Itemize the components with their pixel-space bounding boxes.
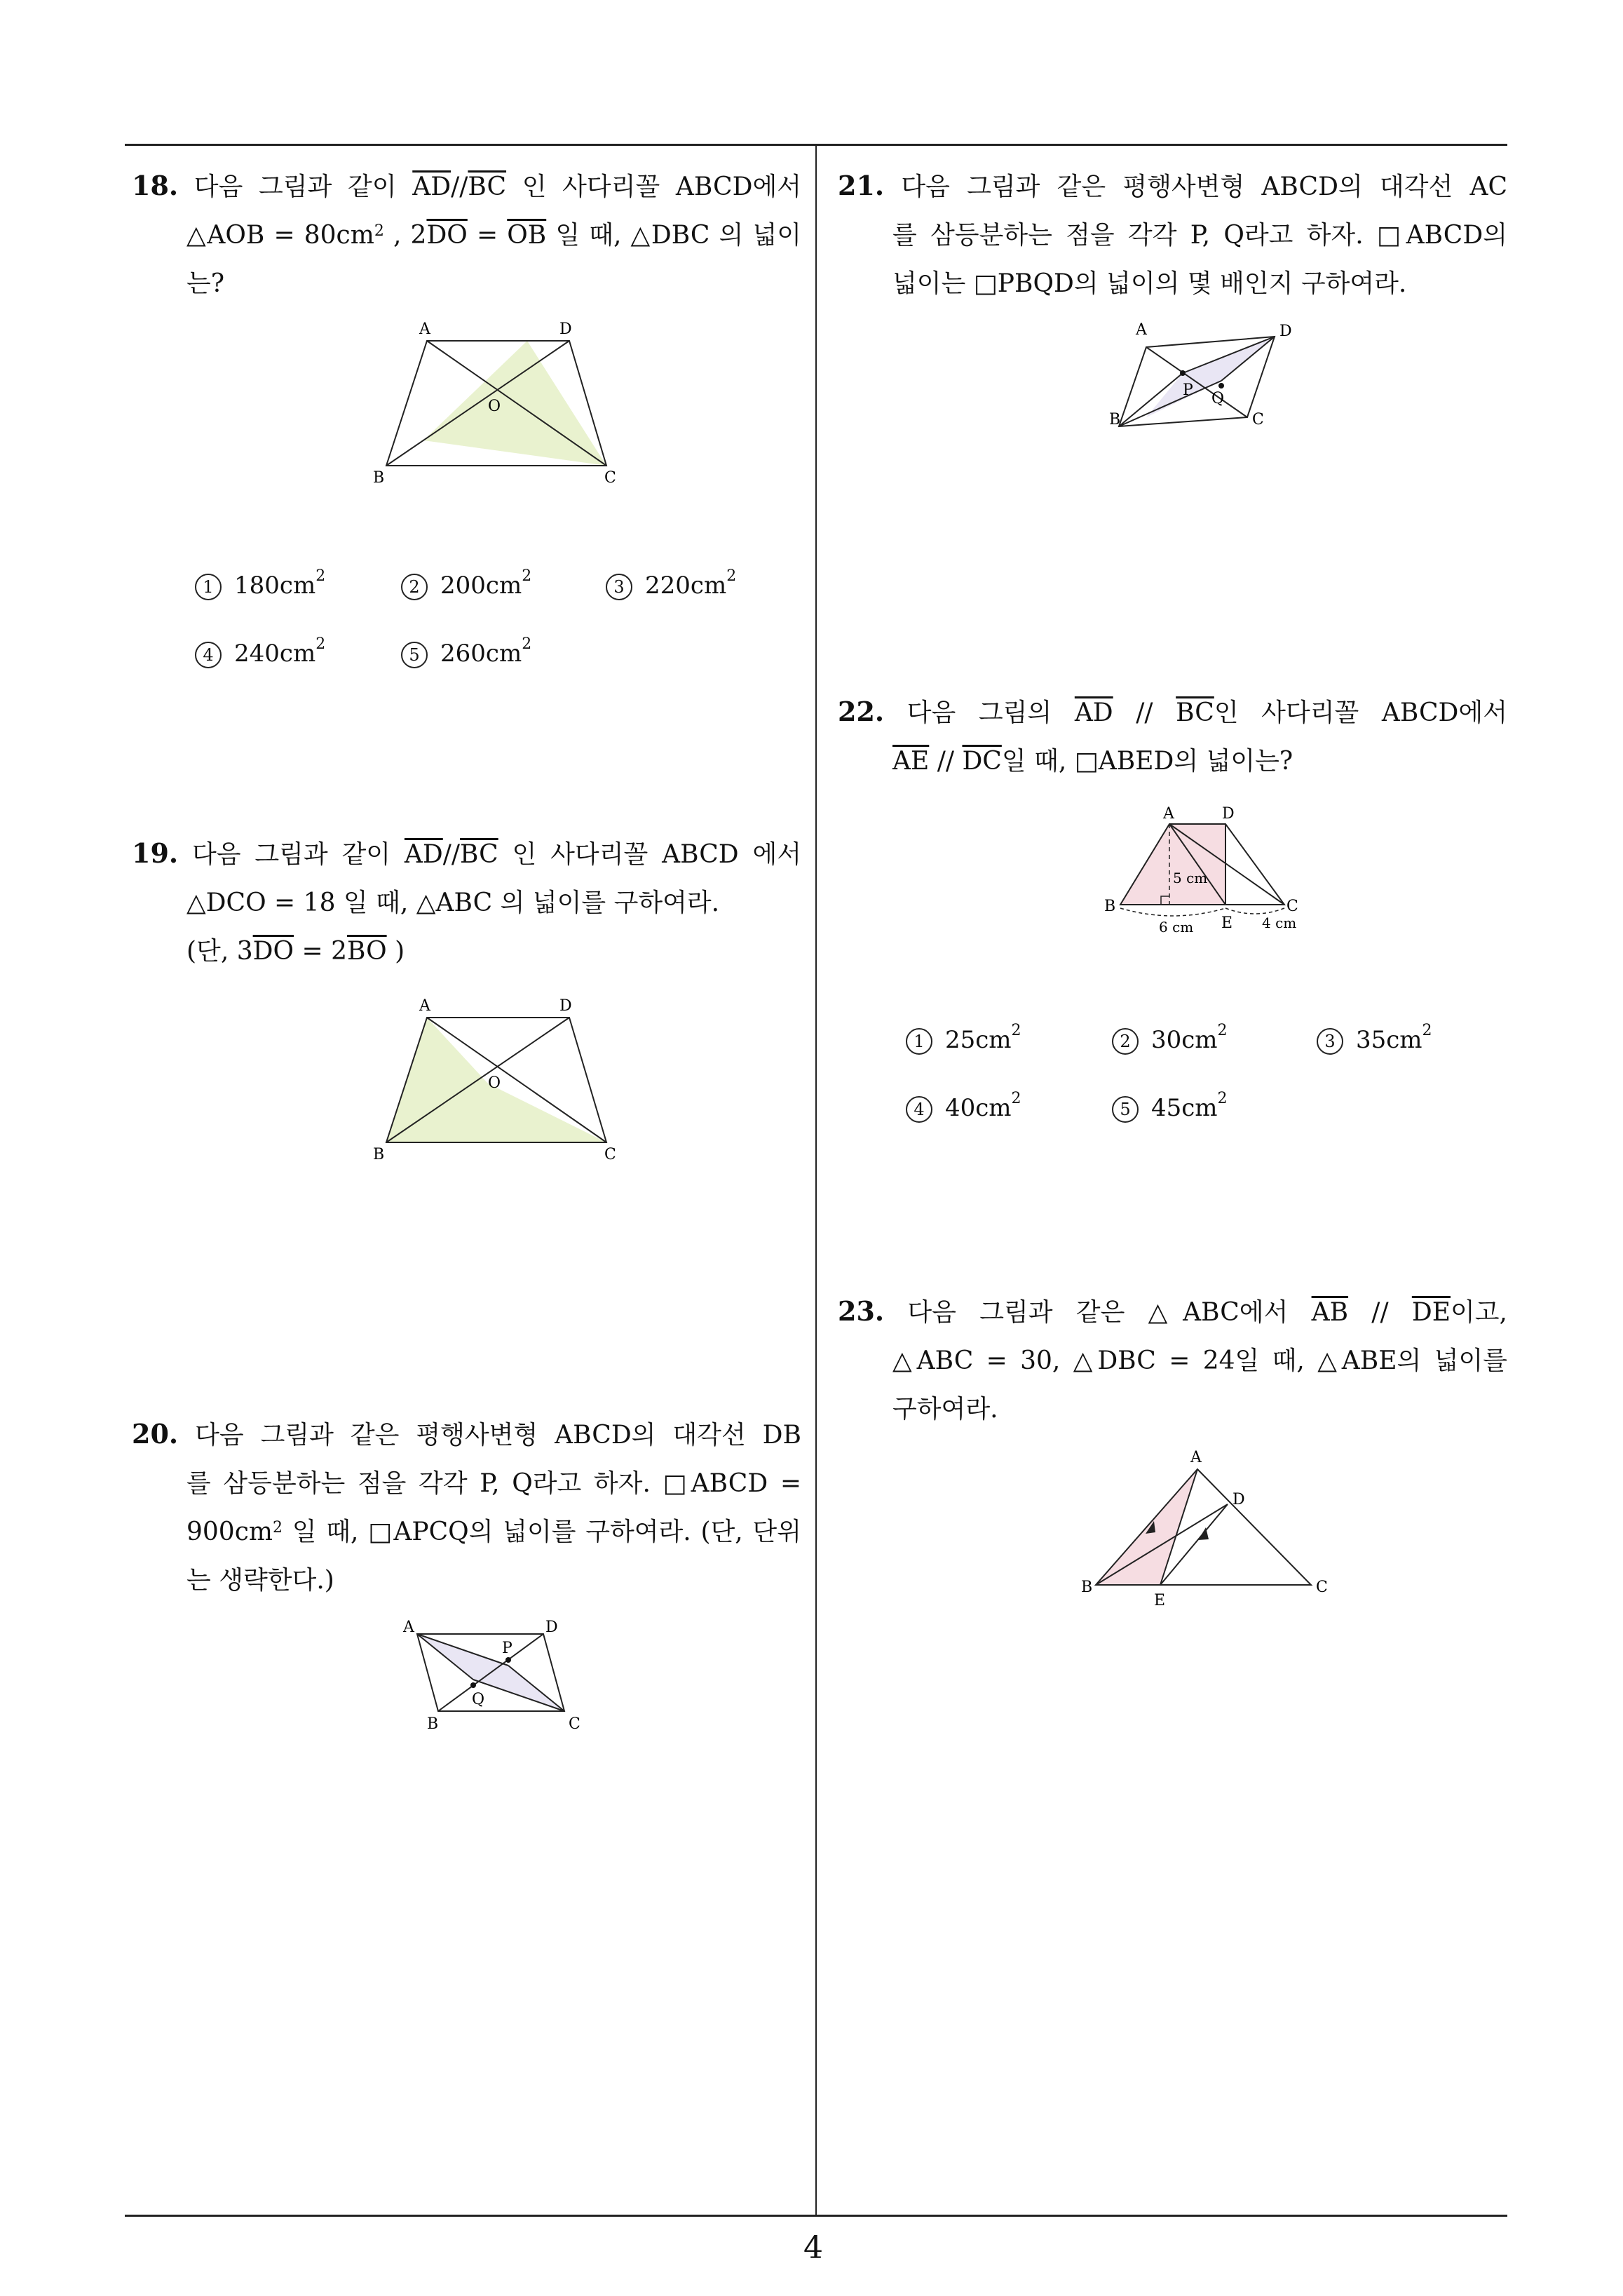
question-21: [838, 161, 1507, 308]
q19-text: ): [386, 937, 405, 966]
label-c: C: [1316, 1579, 1328, 1596]
q23-triangle-figure: [1073, 1441, 1339, 1616]
bottom-rule: [125, 2215, 1507, 2217]
segment-bc: $\overline{BC}$: [460, 840, 498, 869]
q18-trapezoid-figure: [365, 309, 631, 491]
q22-trapezoid-figure: [1097, 796, 1322, 947]
q22-text: 일 때, □ABED의 넓이는?: [1001, 747, 1293, 776]
label-e: E: [1154, 1592, 1166, 1609]
q19-text: 다음 그림과 같이: [191, 840, 405, 869]
segment-do: $\overline{DO}$: [426, 221, 468, 250]
exponent: 2: [1217, 1090, 1228, 1107]
label-a: A: [403, 1619, 414, 1636]
label-a: A: [1163, 805, 1174, 823]
question-20: [132, 1410, 801, 1605]
q22-text: 다음 그림의: [906, 698, 1075, 727]
segment-ob: $\overline{OB}$: [507, 221, 547, 250]
q19-line-2: △DCO = 18 일 때, △ABC 의 넓이를 구하여라.: [186, 889, 720, 917]
question-23: [838, 1287, 1507, 1433]
page-number: 4: [803, 2230, 823, 2266]
q20-line-1: [132, 1410, 801, 1459]
q22-option-5[interactable]: [1112, 1090, 1228, 1123]
q18-line-3: 는?: [186, 269, 225, 298]
option-value: 180cm: [234, 572, 316, 600]
exponent: 2: [315, 635, 326, 653]
label-d: D: [1232, 1491, 1245, 1508]
column-divider: [815, 144, 817, 2217]
exponent: 2: [1422, 1022, 1432, 1039]
segment-de: $\overline{DE}$: [1411, 1298, 1451, 1327]
question-18: [132, 161, 801, 308]
q22-option-3[interactable]: [1317, 1022, 1432, 1055]
question-19: [132, 829, 801, 975]
q18-option-4[interactable]: [195, 635, 326, 668]
option-value: 220cm: [645, 572, 727, 600]
option-marker: 3: [606, 574, 632, 600]
exponent: 2: [522, 635, 532, 653]
q18-text: =: [467, 221, 508, 250]
q22-option-1[interactable]: [906, 1022, 1021, 1055]
label-b: B: [1104, 898, 1116, 915]
q22-text: 인 사다리꼴 ABCD에서: [1214, 698, 1507, 727]
segment-bc: $\overline{BC}$: [1176, 698, 1214, 727]
segment-dc: $\overline{DC}$: [962, 747, 1002, 776]
q20-text: 일 때, □APCQ의 넓이를 구하여라. (단, 단위: [283, 1518, 801, 1546]
option-value: 35cm: [1356, 1026, 1422, 1054]
label-e: E: [1221, 914, 1233, 932]
q23-text: 이고,: [1450, 1298, 1507, 1327]
question-number: 22.: [838, 696, 885, 727]
q20-text: 다음 그림과 같은 평행사변형 ABCD의 대각선 DB: [195, 1421, 801, 1450]
q19-trapezoid-figure: [365, 985, 631, 1168]
q19-text: 인 사다리꼴 ABCD 에서: [498, 840, 802, 869]
label-d: D: [559, 997, 572, 1015]
option-marker: 4: [195, 642, 222, 668]
q18-line-1: [132, 161, 801, 211]
q18-option-5[interactable]: [401, 635, 532, 668]
option-value: 260cm: [440, 640, 522, 668]
option-value: 25cm: [945, 1026, 1012, 1054]
q20-line-4: 는 생략한다.): [186, 1566, 334, 1595]
brace-be: [1120, 908, 1225, 916]
q21-line-2: 를 삼등분하는 점을 각각 P, Q라고 하자. □ABCD의: [892, 221, 1507, 250]
label-o: O: [488, 398, 501, 415]
parallel-symbol: //: [1113, 698, 1176, 727]
label-b: B: [1109, 411, 1121, 428]
label-height: 5 cm: [1173, 870, 1208, 886]
q18-text: 일 때, △DBC 의 넓이: [546, 221, 802, 250]
point-q: [470, 1682, 476, 1688]
exponent: 2: [315, 567, 326, 585]
label-d: D: [1279, 323, 1292, 340]
option-marker: 5: [401, 642, 428, 668]
q18-option-2[interactable]: [401, 567, 532, 600]
label-p: P: [1183, 381, 1193, 399]
option-marker: 5: [1112, 1096, 1139, 1123]
shaded-abed: [1120, 824, 1225, 905]
q19-text: (단, 3: [186, 937, 253, 966]
segment-bo: $\overline{BO}$: [346, 937, 387, 966]
q20-line-3: [132, 1508, 801, 1556]
segment-ad: $\overline{AD}$: [412, 173, 451, 201]
label-c: C: [604, 469, 616, 487]
question-number: 19.: [132, 837, 179, 869]
label-o: O: [488, 1074, 501, 1092]
q20-line-2: 를 삼등분하는 점을 각각 P, Q라고 하자. □ABCD =: [186, 1469, 801, 1498]
option-value: 30cm: [1151, 1026, 1218, 1054]
label-c: C: [1286, 898, 1298, 915]
question-number: 18.: [132, 170, 179, 201]
label-d: D: [559, 320, 572, 338]
q22-option-4[interactable]: [906, 1090, 1021, 1123]
q20-parallelogram-figure: [396, 1616, 606, 1743]
q21-line-1: [838, 161, 1507, 211]
segment-bc: $\overline{BC}$: [468, 173, 507, 201]
label-a: A: [1190, 1449, 1202, 1466]
option-value: 200cm: [440, 572, 522, 600]
segment-ab: $\overline{AB}$: [1311, 1298, 1349, 1327]
question-number: 21.: [838, 170, 885, 201]
label-b: B: [373, 1146, 385, 1163]
point-p: [1180, 370, 1186, 376]
option-value: 45cm: [1151, 1094, 1218, 1122]
q22-option-2[interactable]: [1112, 1022, 1228, 1055]
exponent: 2: [522, 567, 532, 585]
label-a: A: [419, 997, 430, 1015]
q23-line-2: △ABC = 30, △DBC = 24일 때, △ABE의 넓이를: [892, 1346, 1507, 1375]
option-marker: 4: [906, 1096, 932, 1123]
question-22: [838, 687, 1507, 785]
label-p: P: [502, 1640, 512, 1657]
q21-line-3: 넓이는 □PBQD의 넓이의 몇 배인지 구하여라.: [892, 269, 1407, 298]
q18-text: 다음 그림과 같이: [193, 173, 413, 201]
brace-ec: [1225, 908, 1284, 914]
exponent: 2: [1011, 1022, 1021, 1039]
q18-option-3[interactable]: [606, 567, 737, 600]
point-p: [505, 1657, 511, 1663]
q18-line-2: [132, 211, 801, 259]
option-marker: 1: [906, 1028, 932, 1055]
question-number: 23.: [838, 1295, 885, 1327]
question-number: 20.: [132, 1418, 179, 1450]
q23-line-1: [838, 1287, 1507, 1337]
q18-text: 인 사다리꼴 ABCD에서: [506, 173, 802, 201]
label-b: B: [1081, 1579, 1093, 1596]
q21-parallelogram-figure: [1104, 312, 1315, 438]
label-be: 6 cm: [1159, 919, 1194, 936]
option-marker: 3: [1317, 1028, 1343, 1055]
q22-line-2: [838, 737, 1507, 785]
q18-option-1[interactable]: [195, 567, 326, 600]
exponent: 2: [726, 567, 737, 585]
option-value: 240cm: [234, 640, 316, 668]
label-q: Q: [1211, 390, 1225, 407]
q18-text: , 2: [383, 221, 427, 250]
exponent: 2: [1011, 1090, 1021, 1107]
label-b: B: [427, 1715, 439, 1733]
label-d: D: [545, 1619, 558, 1636]
label-a: A: [1136, 321, 1147, 339]
label-c: C: [569, 1715, 580, 1733]
q19-text: = 2: [294, 937, 347, 966]
diagonal-db: [438, 1634, 543, 1711]
parallel-symbol: //: [1348, 1298, 1412, 1327]
label-d: D: [1222, 805, 1235, 823]
segment-ad: $\overline{AD}$: [1074, 698, 1113, 727]
q22-line-1: [838, 687, 1507, 737]
q18-text: △AOB = 80cm: [186, 221, 374, 250]
exponent: 2: [1217, 1022, 1228, 1039]
option-marker: 2: [1112, 1028, 1139, 1055]
label-a: A: [419, 320, 430, 338]
q19-line-3: [132, 927, 801, 975]
label-c: C: [604, 1146, 616, 1163]
q21-text: 다음 그림과 같은 평행사변형 ABCD의 대각선 AC: [901, 173, 1507, 201]
segment-ae: $\overline{AE}$: [892, 747, 930, 776]
label-q: Q: [472, 1691, 485, 1708]
parallel-symbol: //: [451, 173, 468, 201]
q23-line-3: 구하여라.: [892, 1395, 998, 1424]
parallel-symbol: //: [442, 840, 461, 869]
parallel-symbol: //: [929, 747, 963, 776]
segment-do: $\overline{DO}$: [252, 937, 294, 966]
exponent: 2: [273, 1519, 283, 1537]
label-c: C: [1252, 411, 1264, 428]
option-marker: 2: [401, 574, 428, 600]
exponent: 2: [374, 222, 384, 240]
q23-text: 다음 그림과 같은 △ABC에서: [907, 1298, 1312, 1327]
point-q: [1218, 383, 1224, 389]
segment-ad: $\overline{AD}$: [404, 840, 443, 869]
q20-text: 900cm: [186, 1518, 273, 1546]
option-marker: 1: [195, 574, 222, 600]
q19-line-1: [132, 829, 801, 879]
label-b: B: [373, 469, 385, 487]
label-ec: 4 cm: [1262, 914, 1297, 931]
option-value: 40cm: [945, 1094, 1012, 1122]
